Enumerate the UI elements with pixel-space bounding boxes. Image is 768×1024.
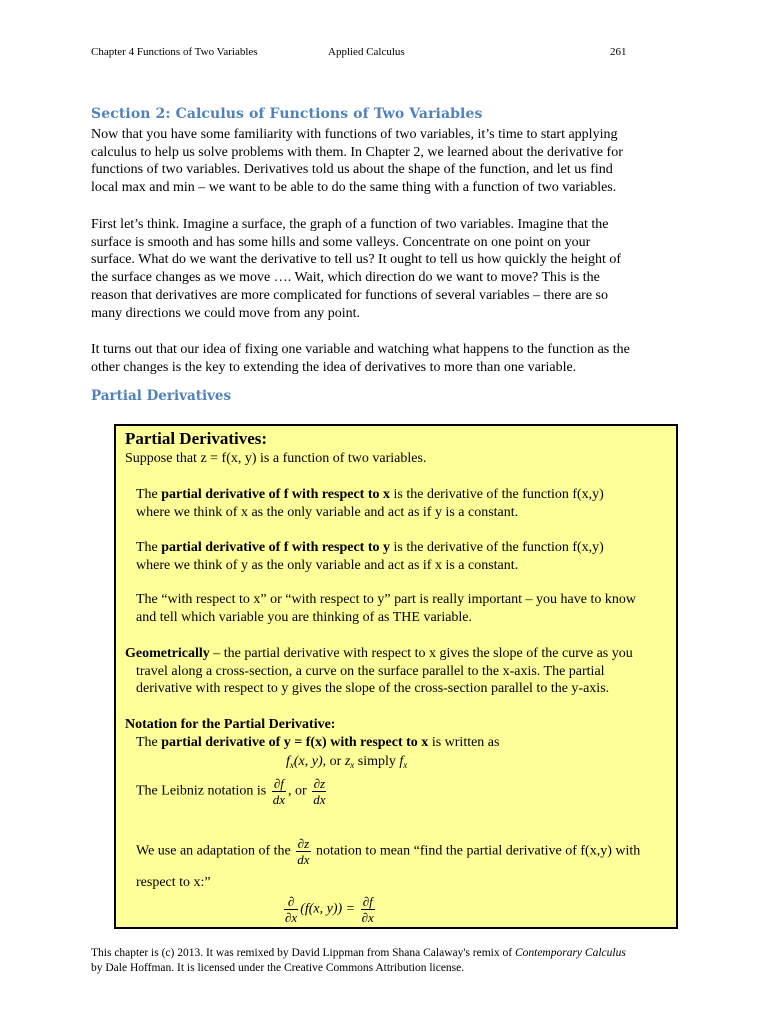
- page-number: 261: [610, 46, 627, 58]
- math-f: f: [286, 754, 290, 769]
- subheading-partial-derivatives: Partial Derivatives: [91, 388, 232, 404]
- book-title: Contemporary Calculus: [514, 947, 626, 959]
- fraction-dz-dx: [312, 776, 326, 807]
- chapter-label: Chapter 4 Functions of Two Variables: [91, 46, 258, 58]
- subscript-x: x: [289, 760, 294, 770]
- section-title: Section 2: Calculus of Functions of Two Variables: [91, 106, 483, 122]
- definition-box: [114, 424, 678, 929]
- text-line: travel along a cross-section, a curve on the surface parallel to the x-axis. The partial: [136, 663, 605, 679]
- text-run: This chapter is (c) 2013. It was remixed by David Lippman from Shana Calaway's remix of: [91, 947, 515, 959]
- term-bold: partial derivative of f with respect to y: [161, 540, 391, 555]
- adaptation-line-2: respect to x:”: [136, 875, 211, 890]
- suppose-text: Suppose that z = f(x, y) is a function of two variables.: [125, 451, 427, 466]
- text-line: local max and min – we want to be able to do the same thing with a function of two variables.: [91, 180, 617, 196]
- text-run: , or: [322, 754, 345, 769]
- page-header: [91, 46, 631, 62]
- term-bold: Geometrically: [125, 646, 210, 661]
- text-line: functions of two variables. Derivatives told us about the shape of the function, and let us find: [91, 162, 613, 178]
- text-run: – the partial derivative with respect to x gives the slope of the curve as you: [209, 646, 633, 661]
- numerator: ∂f: [361, 894, 375, 910]
- fraction-dz-dx: [296, 836, 310, 867]
- intro-paragraph-1: [91, 126, 691, 197]
- text-line: calculus to help us solve problems with them. In Chapter 2, we learned about the derivative for: [91, 144, 623, 160]
- text-line: surface. What do we want the derivative to tell us? It ought to tell us how quickly the height of: [91, 252, 622, 268]
- text-line: surface is smooth and has some hills and some valleys. Concentrate on one point on your: [91, 234, 591, 250]
- subscript-x: x: [403, 760, 408, 770]
- math-args: (x, y): [293, 754, 323, 769]
- intro-paragraph-2: [91, 216, 691, 322]
- denominator: ∂x: [361, 910, 374, 925]
- fraction-partial-f: [361, 894, 375, 925]
- text-line: where we think of x as the only variable and act as if y is a constant.: [136, 504, 519, 520]
- text-line: The “with respect to x” or “with respect to y” part is really important – you have to know: [136, 592, 636, 607]
- math-z: z: [344, 754, 351, 769]
- notation-formula: [286, 753, 407, 775]
- text-run: is written as: [428, 735, 500, 750]
- text-run: is the derivative of the function f(x,y): [390, 540, 604, 555]
- fraction-df-dx: [272, 776, 286, 807]
- text-line: where we think of y as the only variable and act as if x is a constant.: [136, 557, 519, 573]
- notation-statement: [136, 734, 499, 752]
- geometric-explanation: [125, 645, 633, 698]
- math-f: f: [399, 754, 404, 769]
- numerator: ∂f: [272, 776, 286, 792]
- text-run: , or: [288, 783, 307, 799]
- text-line: reason that derivatives are more complicated for functions of several variables – there are so: [91, 287, 609, 303]
- text-line: First let’s think. Imagine a surface, the graph of a function of two variables. Imagine that the: [91, 217, 609, 232]
- text-run: The Leibniz notation is: [136, 783, 267, 799]
- text-line: by Dale Hoffman. It is licensed under the Creative Commons Attribution license.: [91, 961, 465, 974]
- denominator: dx: [313, 792, 326, 807]
- text-run: The: [136, 735, 162, 750]
- denominator: ∂x: [285, 910, 298, 925]
- term-bold: partial derivative of f with respect to x: [161, 487, 391, 502]
- partial-x-definition: [136, 486, 604, 521]
- fraction-partial-operator: [284, 894, 298, 925]
- text-line: Now that you have some familiarity with functions of two variables, it’s time to start applying: [91, 127, 618, 142]
- text-run: notation to mean “find the partial derivative of f(x,y) with: [316, 843, 641, 859]
- subscript-x: x: [350, 760, 355, 770]
- text-run: is the derivative of the function f(x,y): [390, 487, 604, 502]
- text-run: We use an adaptation of the: [136, 843, 291, 859]
- intro-paragraph-3: [91, 341, 691, 376]
- partial-formula: [282, 894, 377, 925]
- leibniz-notation: [136, 776, 328, 807]
- course-title: Applied Calculus: [328, 46, 405, 58]
- notation-heading: Notation for the Partial Derivative:: [125, 717, 336, 732]
- numerator: ∂z: [297, 836, 310, 851]
- text-run: The: [136, 487, 162, 502]
- text-line: It turns out that our idea of fixing one variable and watching what happens to the function as the: [91, 342, 630, 357]
- text-line: and tell which variable you are thinking of as THE variable.: [136, 609, 473, 625]
- denominator: dx: [297, 852, 310, 867]
- text-run: The: [136, 540, 162, 555]
- partial-y-definition: [136, 539, 604, 574]
- denominator: dx: [272, 792, 286, 807]
- importance-note: [136, 591, 636, 626]
- text-run: simply: [354, 754, 400, 769]
- text-line: the surface changes as we move …. Wait, which direction do we want to move? This is the: [91, 270, 600, 286]
- box-title: Partial Derivatives:: [125, 429, 268, 448]
- license-footer: [91, 946, 701, 975]
- numerator: ∂: [284, 894, 298, 910]
- text-line: other changes is the key to extending the idea of derivatives to more than one variable.: [91, 359, 577, 375]
- math-expression: (f(x, y)) =: [300, 901, 356, 917]
- text-line: many directions we could move from any point.: [91, 305, 361, 321]
- adaptation-statement: [136, 836, 640, 867]
- text-line: derivative with respect to y gives the slope of the cross-section parallel to the y-axis.: [136, 681, 610, 697]
- term-bold: partial derivative of y = f(x) with respect to x: [161, 735, 429, 750]
- numerator: ∂z: [313, 776, 326, 791]
